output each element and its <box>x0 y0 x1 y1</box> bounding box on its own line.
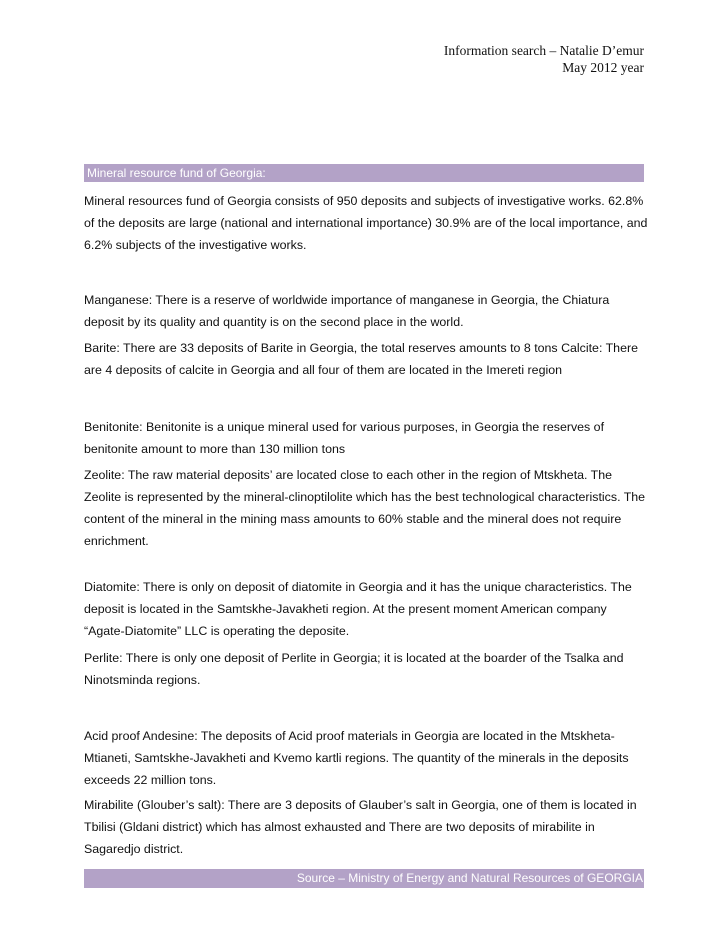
paragraph-mirabilite: Mirabilite (Glouber’s salt): There are 3 deposits of Glauber’s salt in Georgia, one of them is located in Tbilisi (Gldani district) which has almost exhausted and There are two deposits of mirabilite in Sagaredjo district. <box>84 798 637 856</box>
paragraph-zeolite: Zeolite: The raw material deposits’ are located close to each other in the region of Mtskheta. The Zeolite is represented by the mineral-clinoptilolite which has the best technological characteristics. The content of the mineral in the mining mass amounts to 60% stable and the mineral does not require enrichment. <box>84 468 646 548</box>
section-title: Mineral resource fund of Georgia: <box>87 166 266 180</box>
paragraph-andesine: Acid proof Andesine: The deposits of Acid proof materials in Georgia are located in the Mtskheta-Mtianeti, Samtskhe-Javakheti and Kvemo kartli regions. The quantity of the minerals in the deposits exceeds 22 million tons. <box>84 729 629 787</box>
footer-source: Source – Ministry of Energy and Natural Resources of GEORGIA <box>296 871 643 885</box>
paragraph-manganese: Manganese: There is a reserve of worldwide importance of manganese in Georgia, the Chiatura deposit by its quality and quantity is on the second place in the world. <box>84 293 610 329</box>
paragraph-intro: Mineral resources fund of Georgia consists of 950 deposits and subjects of investigative works. 62.8% of the deposits are large (national and international importance) 30.9% are of the local importance, and 6.2% subjects of the investigative works. <box>84 194 648 252</box>
paragraph-diatomite: Diatomite: There is only on deposit of diatomite in Georgia and it has the unique characteristics. The deposit is located in the Samtskhe-Javakheti region. At the present moment American company “Agate-Diatomite” LLC is operating the deposite. <box>84 580 632 638</box>
header-date-line: May 2012 year <box>562 60 644 75</box>
paragraph-benitonite: Benitonite: Benitonite is a unique mineral used for various purposes, in Georgia the reserves of benitonite amount to more than 130 million tons <box>84 420 605 456</box>
section-title-band <box>84 164 644 182</box>
header-author-line: Information search – Natalie D’emur <box>443 43 644 58</box>
document-header <box>444 42 644 76</box>
paragraph-perlite: Perlite: There is only one deposit of Perlite in Georgia; it is located at the boarder of the Tsalka and Ninotsminda regions. <box>84 651 624 687</box>
paragraph-barite: Barite: There are 33 deposits of Barite in Georgia, the total reserves amounts to 8 tons Calcite: There are 4 deposits of calcite in Georgia and all four of them are located in the Imereti region <box>84 341 638 377</box>
footer-source-band <box>84 869 644 888</box>
